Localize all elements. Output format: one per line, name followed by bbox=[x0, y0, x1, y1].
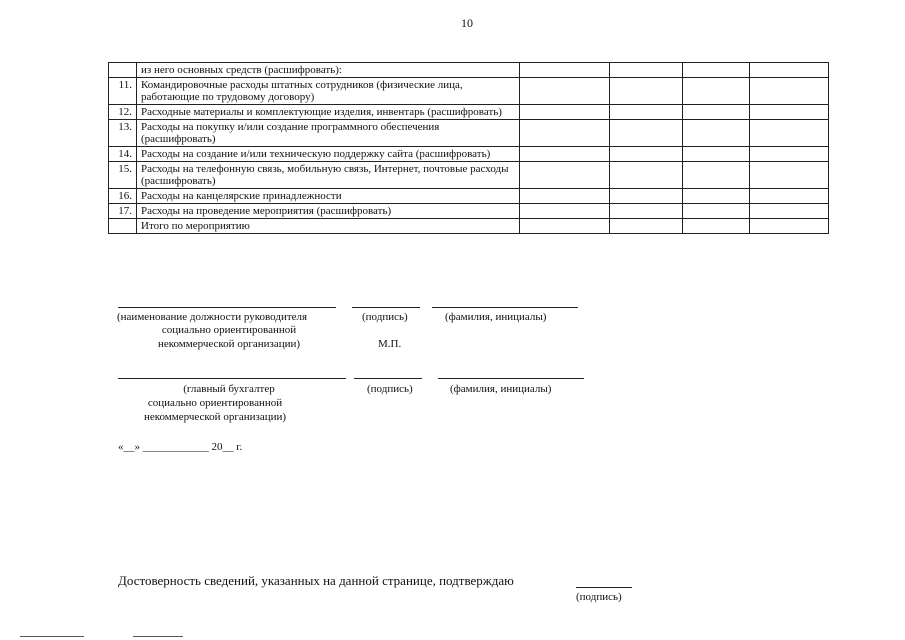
table-row bbox=[109, 219, 829, 234]
amount-cell bbox=[750, 105, 829, 120]
row-description: Расходы на проведение мероприятия (расшифровать) bbox=[137, 204, 520, 219]
row-description: Расходы на создание и/или техническую поддержку сайта (расшифровать) bbox=[137, 147, 520, 162]
row-description: Расходы на покупку и/или создание программного обеспечения (расшифровать) bbox=[137, 120, 520, 147]
amount-cell bbox=[750, 120, 829, 147]
row-description: Расходы на канцелярские принадлежности bbox=[137, 189, 520, 204]
amount-cell bbox=[520, 78, 610, 105]
table-row bbox=[109, 147, 829, 162]
budget-table bbox=[108, 62, 829, 234]
amount-cell bbox=[520, 204, 610, 219]
page-number: 10 bbox=[461, 16, 473, 30]
amount-cell bbox=[520, 63, 610, 78]
amount-cell bbox=[683, 162, 750, 189]
amount-cell bbox=[750, 189, 829, 204]
row-number bbox=[109, 63, 137, 78]
row-number: 15. bbox=[109, 162, 137, 189]
amount-cell bbox=[683, 219, 750, 234]
row-number bbox=[109, 219, 137, 234]
table-row bbox=[109, 78, 829, 105]
footer-rule-left bbox=[20, 636, 84, 637]
head-name-line bbox=[432, 307, 578, 308]
amount-cell bbox=[683, 204, 750, 219]
amount-cell bbox=[610, 105, 683, 120]
row-number: 12. bbox=[109, 105, 137, 120]
amount-cell bbox=[520, 162, 610, 189]
amount-cell bbox=[750, 204, 829, 219]
amount-cell bbox=[610, 219, 683, 234]
amount-cell bbox=[520, 219, 610, 234]
amount-cell bbox=[683, 105, 750, 120]
accountant-position-label-2: социально ориентированной bbox=[147, 397, 283, 409]
head-position-label-1: (наименование должности руководителя bbox=[117, 311, 308, 323]
table-row bbox=[109, 189, 829, 204]
amount-cell bbox=[750, 78, 829, 105]
amount-cell bbox=[610, 162, 683, 189]
row-description: из него основных средств (расшифровать): bbox=[137, 63, 520, 78]
footer-rule-right bbox=[133, 636, 183, 637]
head-name-label: (фамилия, инициалы) bbox=[445, 311, 547, 323]
accountant-position-label-1: (главный бухгалтер bbox=[183, 383, 275, 395]
row-number: 16. bbox=[109, 189, 137, 204]
date-line: «__» ____________ 20__ г. bbox=[118, 441, 243, 453]
row-description: Командировочные расходы штатных сотрудников (физические лица, работающие по трудовому договору) bbox=[137, 78, 520, 105]
row-number: 17. bbox=[109, 204, 137, 219]
amount-cell bbox=[610, 147, 683, 162]
row-number: 13. bbox=[109, 120, 137, 147]
amount-cell bbox=[610, 120, 683, 147]
amount-cell bbox=[610, 78, 683, 105]
table-row bbox=[109, 63, 829, 78]
amount-cell bbox=[520, 189, 610, 204]
amount-cell bbox=[750, 147, 829, 162]
amount-cell bbox=[610, 63, 683, 78]
table-row bbox=[109, 105, 829, 120]
table-row bbox=[109, 204, 829, 219]
seal-label: М.П. bbox=[378, 338, 402, 350]
amount-cell bbox=[520, 105, 610, 120]
amount-cell bbox=[610, 204, 683, 219]
amount-cell bbox=[750, 219, 829, 234]
confirmation-signature-line bbox=[576, 587, 632, 588]
table-row bbox=[109, 162, 829, 189]
accountant-signature-line bbox=[354, 378, 422, 379]
row-description: Расходы на телефонную связь, мобильную связь, Интернет, почтовые расходы (расшифровать) bbox=[137, 162, 520, 189]
amount-cell bbox=[520, 120, 610, 147]
table-row bbox=[109, 120, 829, 147]
head-signature-label: (подпись) bbox=[362, 311, 408, 323]
accountant-position-line bbox=[118, 378, 346, 379]
head-position-label-2: социально ориентированной bbox=[161, 324, 297, 336]
amount-cell bbox=[683, 78, 750, 105]
confirmation-text: Достоверность сведений, указанных на данной странице, подтверждаю bbox=[118, 573, 514, 588]
amount-cell bbox=[750, 162, 829, 189]
confirmation-signature-label: (подпись) bbox=[576, 591, 622, 603]
row-number: 11. bbox=[109, 78, 137, 105]
amount-cell bbox=[610, 189, 683, 204]
accountant-position-label-3: некоммерческой организации) bbox=[143, 411, 287, 423]
amount-cell bbox=[750, 63, 829, 78]
amount-cell bbox=[683, 63, 750, 78]
amount-cell bbox=[683, 189, 750, 204]
amount-cell bbox=[683, 147, 750, 162]
accountant-name-line bbox=[438, 378, 584, 379]
head-position-line bbox=[118, 307, 336, 308]
row-description: Итого по мероприятию bbox=[137, 219, 520, 234]
head-position-label-3: некоммерческой организации) bbox=[157, 338, 301, 350]
accountant-name-label: (фамилия, инициалы) bbox=[450, 383, 552, 395]
accountant-signature-label: (подпись) bbox=[367, 383, 413, 395]
amount-cell bbox=[683, 120, 750, 147]
amount-cell bbox=[520, 147, 610, 162]
row-number: 14. bbox=[109, 147, 137, 162]
head-signature-line bbox=[352, 307, 420, 308]
row-description: Расходные материалы и комплектующие изделия, инвентарь (расшифровать) bbox=[137, 105, 520, 120]
